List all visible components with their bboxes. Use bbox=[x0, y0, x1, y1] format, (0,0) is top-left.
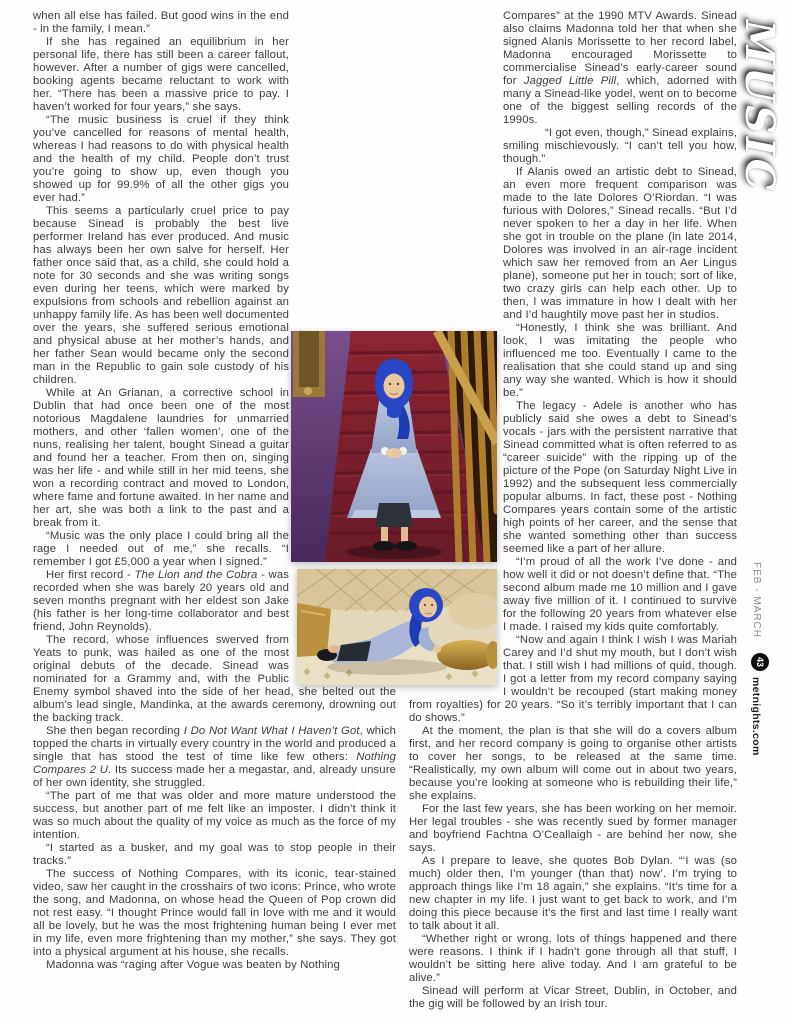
article-paragraph: “The music business is cruel if they think you’ve cancelled for reasons of mental health, whereas I had reasons to do with physical health and the health of my child. People don’t trust you’re going to show up, even though you showed up for 99.9% of all the other gigs you ever had.” bbox=[33, 114, 289, 204]
article-paragraph: If she has regained an equilibrium in her personal life, there has still been a career fallout, however. After a number of gigs were cancelled, booking agents became reluctant to work with her. “There has been a massive price to pay. I haven’t worked for four years,” she says. bbox=[33, 36, 289, 113]
article-paragraph: At the moment, the plan is that she will do a covers album first, and her record company is going to organise other artists to cover her songs, to be released at the same time. “Realistically, my own album will come out in about two years, because you’re looking at someone who is rebuilding their life,” she explains. bbox=[409, 725, 737, 802]
article-paragraph: “Honestly, I think she was brilliant. And look, I was imitating the people who influenced me too. Eventually I came to the realisation that she could stand up and sing any way she wanted. Which is how it should be.” bbox=[503, 322, 737, 399]
article-paragraph: “I’m proud of all the work I’ve done - and how well it did or not doesn’t define that. “The second album made me 10 million and I gave away five million of it. I continued to survive for the following 20 years from whatever else I made. I raised my kids quite comfortably. bbox=[503, 556, 737, 633]
issue-date-label: FEB - MARCH bbox=[751, 562, 762, 638]
article-paragraph: As I prepare to leave, she quotes Bob Dylan. “‘I was (so much) older then, I’m younger (than that) now’. I’m trying to approach things like I’m 18 again,” she explains. “It’s time for a new chapter in my life. I just want to get back to work, and I’m doing this piece because it’s the first and last time I really want to talk about it all. bbox=[409, 855, 737, 932]
article-paragraph: For the last few years, she has been working on her memoir. Her legal troubles - she was recently sued by former manager and boyfriend Fachtna O’Ceallaigh - are behind her now, she says. bbox=[409, 803, 737, 854]
article-paragraph: “I got even, though,” Sinead explains, smiling mischievously. “I can’t tell you how, though.” bbox=[503, 127, 737, 165]
article-paragraph: when all else has failed. But good wins in the end - in the family, I mean.” bbox=[33, 10, 289, 35]
article-paragraph: “I started as a busker, and my goal was to stop people in their tracks.” bbox=[33, 842, 396, 867]
page-number: 43 bbox=[754, 656, 765, 668]
article-paragraph: “Now and again I think I wish I was Mariah Carey and I’d shut my mouth, but I don’t wish that. I still wish I had millions of quid, though. I got a letter from my record company saying I wouldn’t be recouped (start making money from royalties) for 20 years. “So it’s terribly important that I can do shows.” bbox=[409, 634, 737, 724]
photo-staircase bbox=[291, 331, 497, 562]
article-paragraph: “Whether right or wrong, lots of things happened and there were reasons. I think if I hadn’t gone through all that stuff, I wouldn’t be sitting here alive today. And I am grateful to be alive.” bbox=[409, 933, 737, 984]
website-label: metnights.com bbox=[750, 677, 762, 756]
page-number-badge bbox=[751, 653, 769, 671]
article-paragraph: While at An Grianan, a corrective school in Dublin that had once been one of the most notorious Magdalene laundries for unmarried mothers, and other ‘fallen women’, one of the nuns, realising her talent, bought Sinead a guitar and found her a teacher. From then on, singing was her life - and while still in her mid teens, she won a recording contract and moved to London, where fame and fortune awaited. In her name and her art, she was both a link to the past and a break from it. bbox=[33, 387, 289, 529]
article-paragraph: Her first record - The Lion and the Cobra - was recorded when she was barely 20 years old and seven months pregnant with her eldest son Jake (his father is her long-time collaborator and best friend, John Reynolds). bbox=[33, 569, 289, 633]
article-paragraph: The legacy - Adele is another who has publicly said she owes a debt to Sinead’s vocals - jars with the persistent narrative that Sinead committed what is often referred to as “career suicide” with the ripping up of the picture of the Pope (on Saturday Night Live in 1992) and the subsequent less commercially popular albums. In fact, these post - Nothing Compares years contain some of the artistic high points of her career, and the sense that she wanted something other than success seemed like a part of her allure. bbox=[503, 400, 737, 555]
article-paragraph: Compares” at the 1990 MTV Awards. Sinead also claims Madonna told her that when she signed Alanis Morissette to her record label, Madonna encouraged Morissette to commercialise Sinead’s early-career sound for Jagged Little Pill, which, adorned with many a Sinead-like yodel, went on to become one of the biggest selling records of the 1990s. bbox=[503, 10, 737, 126]
article-paragraph: She then began recording I Do Not Want What I Haven’t Got, which topped the charts in virtually every country in the world and produced a single that has stood the test of time like few others: Nothing Compares 2 U. Its success made her a megastar, and, already unsure of her own identity, she struggled. bbox=[33, 725, 396, 789]
staircase-photo-illustration bbox=[291, 331, 497, 562]
article-paragraph: If Alanis owed an artistic debt to Sinead, an even more frequent comparison was made to the late Dolores O’Riordan. “I was furious with Dolores,” Sinead recalls. “But I’d never spoken to her a day in her life. When she got in trouble on the plane (in late 2014, Dolores was involved in an air-rage incident which saw her removed from an Aer Lingus plane), someone put her in touch; sort of like, two crazy girls can help each other. Up to then, I was immature in how I dealt with her and I’d haughtily move past her in studios. bbox=[503, 166, 737, 321]
article-paragraph: Madonna was “raging after Vogue was beaten by Nothing bbox=[46, 959, 340, 971]
article-paragraph: The success of Nothing Compares, with its iconic, tear-stained video, saw her caught in the crosshairs of two icons: Prince, who wrote the song, and Madonna, on whose head the Queen of Pop crown did not rest easy. “I thought Prince would fall in love with me and it would all be lovely, but he was the most frightening human being I ever met in my life, even more frightening than my mother,” she says. They got into a physical argument at his house, she recalls. bbox=[33, 868, 396, 958]
article-paragraph: This seems a particularly cruel price to pay because Sinead is probably the best live performer Ireland has ever produced. And music has always been her own salve for herself. Her father once said that, as a child, she could hold a note for 30 seconds and she was writing songs even during her teens, which were marked by expulsions from schools and rebellion against an unhappy family life. As has been well documented over the years, she suffered serious emotional and physical abuse at her mother’s hands, and her father Sean would became only the second man in the Republic to gain sole custody of his children. bbox=[33, 205, 289, 386]
article-paragraph: “The part of me that was older and more mature understood the success, but another part of me felt like an imposter. I didn’t think it was so much about the quality of my voice as much as the force of my intention. bbox=[33, 790, 396, 841]
sofa-photo-illustration bbox=[297, 569, 497, 685]
article-paragraph: Sinead will perform at Vicar Street, Dublin, in October, and the gig will be followed by an Irish tour. bbox=[409, 985, 737, 1010]
section-label-music: MUSIC bbox=[736, 20, 783, 194]
article-paragraph: The record, whose influences swerved from Yeats to punk, was hailed as one of the most original debuts of the decade. Sinead was nominated for a Grammy and, with the Public Enemy symbol shaved into the side of her head, she belted out the album’s lead single, Mandinka, at the awards ceremony, drowning out the backing track. bbox=[33, 634, 396, 724]
photo-sofa bbox=[297, 569, 497, 685]
article-paragraph: “Music was the only place I could bring all the rage I needed out of me,” she recalls. “I remember I got £5,000 a year when I signed.” bbox=[33, 530, 289, 568]
